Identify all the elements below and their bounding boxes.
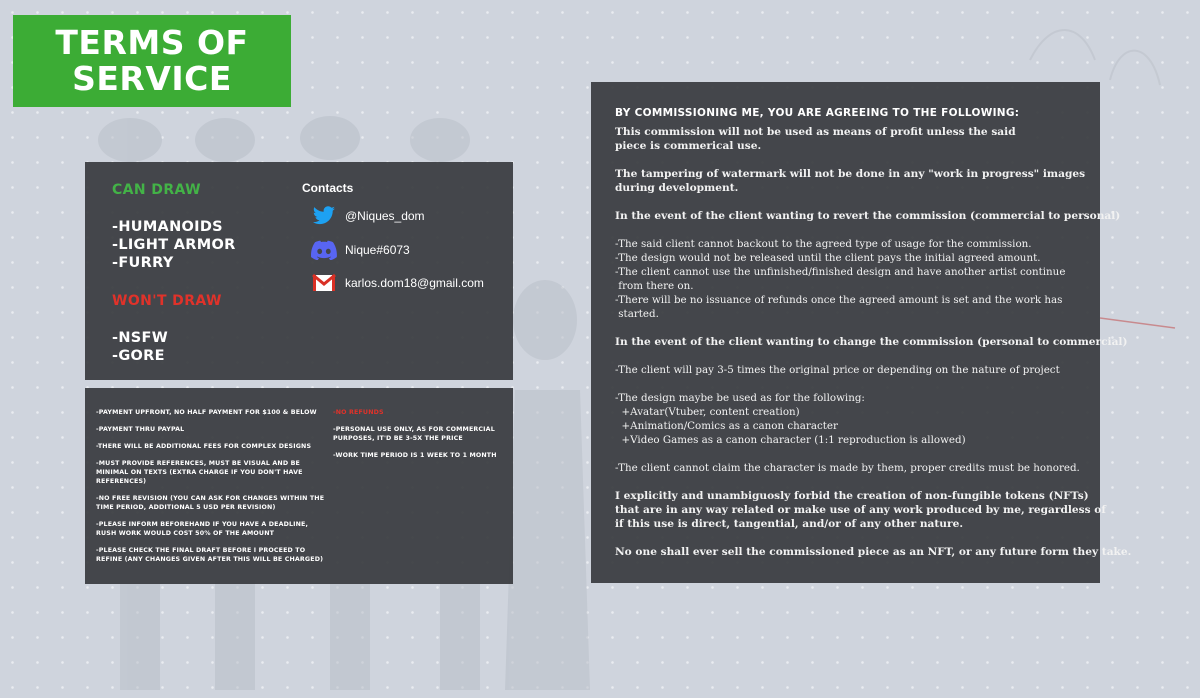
list-item: -HUMANOIDS <box>112 219 223 235</box>
rule-item: -PLEASE CHECK THE FINAL DRAFT BEFORE I PROCEED TO REFINE (ANY CHANGES GIVEN AFTER THIS WILL BE CHARGED) <box>96 547 324 563</box>
terms-heading: BY COMMISSIONING ME, YOU ARE AGREEING TO THE FOLLOWING: <box>615 107 1020 119</box>
contacts-heading: Contacts <box>302 181 354 195</box>
terms-line: from there on. <box>615 280 694 292</box>
twitter-handle: @Niques_dom <box>345 209 425 223</box>
contact-twitter[interactable] <box>311 205 425 227</box>
discord-handle: Nique#6073 <box>345 243 410 257</box>
twitter-icon <box>311 205 337 227</box>
terms-line: +Animation/Comics as a canon character <box>615 420 838 432</box>
terms-line: -The client cannot use the unfinished/finished design and have another artist continue <box>615 266 1066 278</box>
rule-item: -WORK TIME PERIOD IS 1 WEEK TO 1 MONTH <box>333 452 497 459</box>
terms-line: This commission will not be used as means of profit unless the said <box>615 126 1016 138</box>
rule-item: -PAYMENT UPFRONT, NO HALF PAYMENT FOR $100 & BELOW <box>96 409 317 416</box>
terms-line: piece is commerical use. <box>615 140 762 152</box>
terms-panel <box>591 82 1132 583</box>
title-line-1: TERMS OF <box>55 23 249 62</box>
terms-body <box>615 125 1132 559</box>
gmail-icon <box>311 272 337 294</box>
list-item: -FURRY <box>112 255 174 271</box>
nft-line: that are in any way related or make use of any work produced by me, regardless of <box>615 504 1106 516</box>
terms-line: started. <box>615 308 659 320</box>
terms-line: -The design maybe be used as for the following: <box>615 392 865 404</box>
terms-line: -The design would not be released until the client pays the initial agreed amount. <box>615 252 1041 264</box>
terms-line: The tampering of watermark will not be done in any "work in progress" images <box>615 168 1086 180</box>
rule-item: -PLEASE INFORM BEFOREHAND IF YOU HAVE A DEADLINE, RUSH WORK WOULD COST 50% OF THE AMOUNT <box>96 521 309 537</box>
rule-item: -PAYMENT THRU PAYPAL <box>96 426 185 433</box>
rule-item: -NO FREE REVISION (YOU CAN ASK FOR CHANGES WITHIN THE TIME PERIOD, ADDITIONAL 5 USD PER REVISION) <box>96 495 325 511</box>
draw-contacts-panel <box>85 162 513 380</box>
wont-draw-list <box>112 329 168 365</box>
rules-right-column <box>333 408 503 468</box>
can-draw-list <box>112 218 236 272</box>
rule-item: -MUST PROVIDE REFERENCES, MUST BE VISUAL AND BE MINIMAL ON TEXTS (EXTRA CHARGE IF YOU DON'T HAVE REFERENCES) <box>96 460 303 485</box>
final-line: No one shall ever sell the commissioned piece as an NFT, or any future form they take. <box>615 546 1132 558</box>
email-address: karlos.dom18@gmail.com <box>345 276 484 290</box>
terms-line: -The client will pay 3-5 times the original price or depending on the nature of project <box>615 364 1060 376</box>
can-draw-heading: CAN DRAW <box>112 182 201 198</box>
list-item: -NSFW <box>112 330 168 346</box>
terms-line: -There will be no issuance of refunds once the agreed amount is set and the work has <box>615 294 1063 306</box>
terms-line: +Avatar(Vtuber, content creation) <box>615 406 800 418</box>
terms-line: +Video Games as a canon character (1:1 reproduction is allowed) <box>615 434 966 446</box>
contact-email[interactable] <box>311 272 484 294</box>
no-refunds-rule: -NO REFUNDS <box>333 409 384 416</box>
nft-line: I explicitly and unambiguosly forbid the creation of non-fungible tokens (NFTs) <box>615 490 1089 502</box>
contact-discord[interactable] <box>311 239 410 261</box>
rule-item: -PERSONAL USE ONLY, AS FOR COMMERCIAL PURPOSES, IT'D BE 3-5X THE PRICE <box>333 426 495 442</box>
terms-line: -The client cannot claim the character is made by them, proper credits must be honored. <box>615 462 1080 474</box>
nft-line: if this use is direct, tangential, and/or of any other nature. <box>615 518 964 530</box>
change-heading: In the event of the client wanting to change the commission (personal to commercial) <box>615 336 1128 348</box>
rules-left-column <box>96 408 328 572</box>
revert-heading: In the event of the client wanting to revert the commission (commercial to personal) <box>615 210 1121 222</box>
wont-draw-heading: WON'T DRAW <box>112 293 222 309</box>
list-item: -LIGHT ARMOR <box>112 237 236 253</box>
rule-item: -THERE WILL BE ADDITIONAL FEES FOR COMPLEX DESIGNS <box>96 443 312 450</box>
terms-line: during development. <box>615 182 739 194</box>
title-banner <box>13 15 291 107</box>
title-line-2: SERVICE <box>72 59 232 98</box>
discord-icon <box>311 239 337 261</box>
terms-line: -The said client cannot backout to the agreed type of usage for the commission. <box>615 238 1032 250</box>
rules-panel <box>85 388 513 584</box>
list-item: -GORE <box>112 348 165 364</box>
